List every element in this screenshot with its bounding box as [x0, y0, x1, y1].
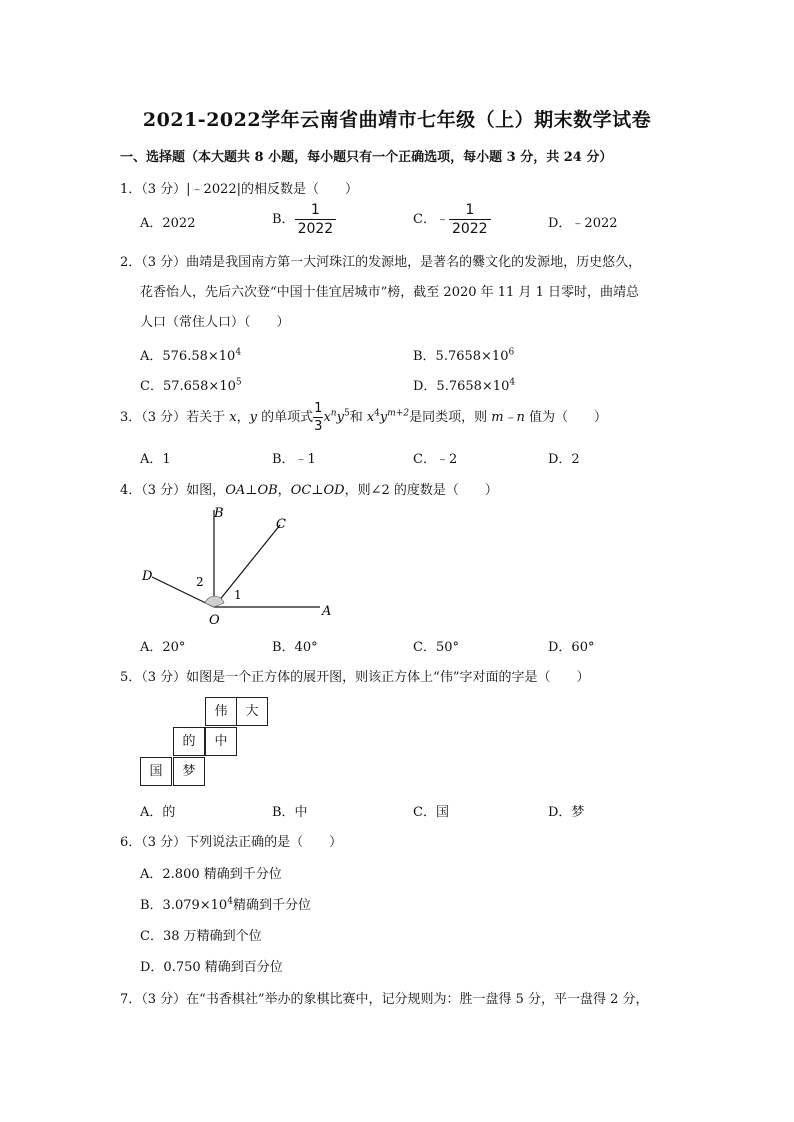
- fraction-numerator: 1: [314, 401, 323, 416]
- question-2-line-1: 2．（3 分）曲靖是我国南方第一大河珠江的发源地，是著名的爨文化的发源地，历史悠久，: [120, 255, 642, 270]
- fraction-denominator: 2022: [451, 221, 488, 237]
- fraction-numerator: 1: [295, 203, 337, 220]
- fraction-denominator: 2022: [297, 221, 334, 237]
- question-3-option-a: A．1: [140, 452, 171, 467]
- variable-y: y: [336, 410, 344, 425]
- question-6-option-d: D．0.750 精确到百分位: [140, 960, 283, 975]
- stem-text: 的单项式: [257, 410, 314, 425]
- question-6-option-a: A．2.800 精确到千分位: [140, 867, 282, 882]
- question-4-stem: [120, 479, 498, 498]
- question-1-option-d: D．﹣2022: [548, 216, 618, 231]
- option-base: B．5.7658×10: [413, 349, 509, 364]
- option-exponent: 4: [227, 896, 233, 907]
- net-cell-wei: 伟: [205, 697, 237, 726]
- label-angle-1: 1: [234, 588, 242, 602]
- label-a: A: [322, 604, 332, 619]
- option-exponent: 6: [508, 347, 515, 358]
- question-3-option-d: D．2: [548, 452, 580, 467]
- variable-x: x: [229, 410, 237, 425]
- question-4-option-c: C．50°: [413, 640, 459, 655]
- relation: OC⊥OD: [290, 483, 345, 498]
- option-exponent: 5: [235, 377, 242, 388]
- label-angle-2: 2: [196, 575, 204, 589]
- label-d: D: [142, 569, 153, 584]
- fraction-denominator: 3: [314, 419, 323, 434]
- variable-x: x: [366, 410, 375, 425]
- stem-text: ，则∠2 的度数是（ ）: [344, 483, 498, 498]
- net-cell-guo: 国: [140, 757, 172, 786]
- option-base: B．3.079×10: [140, 898, 228, 913]
- question-2-option-b: [413, 345, 514, 364]
- net-cell-meng: 梦: [173, 757, 205, 786]
- fraction-numerator: 1: [449, 203, 491, 220]
- question-4-option-a: A．20°: [140, 640, 186, 655]
- fraction: [295, 203, 337, 236]
- question-2-option-d: [413, 375, 515, 394]
- question-1-option-b: [272, 203, 336, 236]
- net-cell-zhong: 中: [205, 727, 237, 756]
- question-1-option-c: [413, 203, 491, 236]
- question-5-stem: 5．（3 分）如图是一个正方体的展开图，则该正方体上“伟”字对面的字是（ ）: [120, 670, 590, 685]
- label-c: C: [276, 517, 286, 532]
- question-3-stem: [120, 402, 607, 433]
- label-b: B: [214, 506, 224, 521]
- question-4-option-b: B．40°: [272, 640, 318, 655]
- question-5-option-a: A．的: [140, 805, 176, 820]
- option-c-label: C．﹣: [413, 212, 449, 227]
- option-b-label: B．: [272, 212, 295, 227]
- question-5-option-b: B．中: [272, 805, 308, 820]
- net-cell-de: 的: [173, 727, 205, 756]
- question-2-option-c: [140, 375, 242, 394]
- exponent: 4: [374, 408, 380, 419]
- variable-y: y: [249, 410, 258, 425]
- expression: m﹣n: [491, 410, 525, 425]
- question-6-option-c: C．38 万精确到个位: [140, 929, 262, 944]
- variable-y: y: [379, 410, 388, 425]
- ray-oc: [214, 525, 280, 607]
- question-2-line-2: 花香怡人，先后六次登“中国十佳宜居城市”榜，截至 2020 年 11 月 1 日零时，曲靖总: [140, 285, 639, 300]
- ray-od: [152, 577, 214, 607]
- fraction: [313, 402, 323, 433]
- option-tail: 精确到千分位: [232, 898, 311, 913]
- section-heading: 一、选择题（本大题共 8 小题，每小题只有一个正确选项，每小题 3 分，共 24 分）: [120, 150, 613, 165]
- question-1-option-a: A．2022: [140, 216, 196, 231]
- question-3-option-b: B．﹣1: [272, 452, 316, 467]
- option-exponent: 4: [509, 377, 516, 388]
- page-title: 2021-2022学年云南省曲靖市七年级（上）期末数学试卷: [142, 109, 652, 131]
- stem-text: 和: [349, 410, 367, 425]
- stem-text: ，: [236, 410, 250, 425]
- exponent: 5: [343, 408, 350, 419]
- stem-text: ，: [277, 483, 291, 498]
- question-2-option-a: [140, 345, 241, 364]
- option-base: D．5.7658×10: [413, 379, 510, 394]
- question-2-line-3: 人口（常住人口）（ ）: [140, 315, 290, 330]
- question-6-option-b: [140, 894, 311, 913]
- net-cell-da: 大: [236, 697, 268, 726]
- stem-text: 是同类项，则: [409, 410, 492, 425]
- question-5-option-d: D．梦: [548, 805, 585, 820]
- stem-text: 值为（ ）: [524, 410, 608, 425]
- angle-figure: [130, 500, 350, 630]
- option-base: A．576.58×10: [140, 349, 236, 364]
- question-5-option-c: C．国: [413, 805, 449, 820]
- exponent: n: [330, 408, 337, 419]
- stem-text: 3．（3 分）若关于: [120, 410, 230, 425]
- label-o: O: [209, 613, 220, 628]
- question-7-line-1: 7．（3 分）在“书香棋社”举办的象棋比赛中，记分规则为：胜一盘得 5 分，平一盘得 2 分，: [120, 992, 649, 1007]
- option-exponent: 4: [235, 347, 242, 358]
- stem-text: 4．（3 分）如图，: [120, 483, 226, 498]
- question-3-option-c: C．﹣2: [413, 452, 458, 467]
- relation: OA⊥OB: [225, 483, 278, 498]
- fraction: [449, 203, 491, 236]
- question-4-option-d: D．60°: [548, 640, 595, 655]
- question-6-stem: 6．（3 分）下列说法正确的是（ ）: [120, 835, 343, 850]
- option-base: C．57.658×10: [140, 379, 236, 394]
- exponent: m+2: [387, 408, 410, 419]
- variable-x: x: [323, 410, 331, 425]
- question-1-stem: 1．（3 分）|﹣2022|的相反数是（ ）: [120, 182, 359, 197]
